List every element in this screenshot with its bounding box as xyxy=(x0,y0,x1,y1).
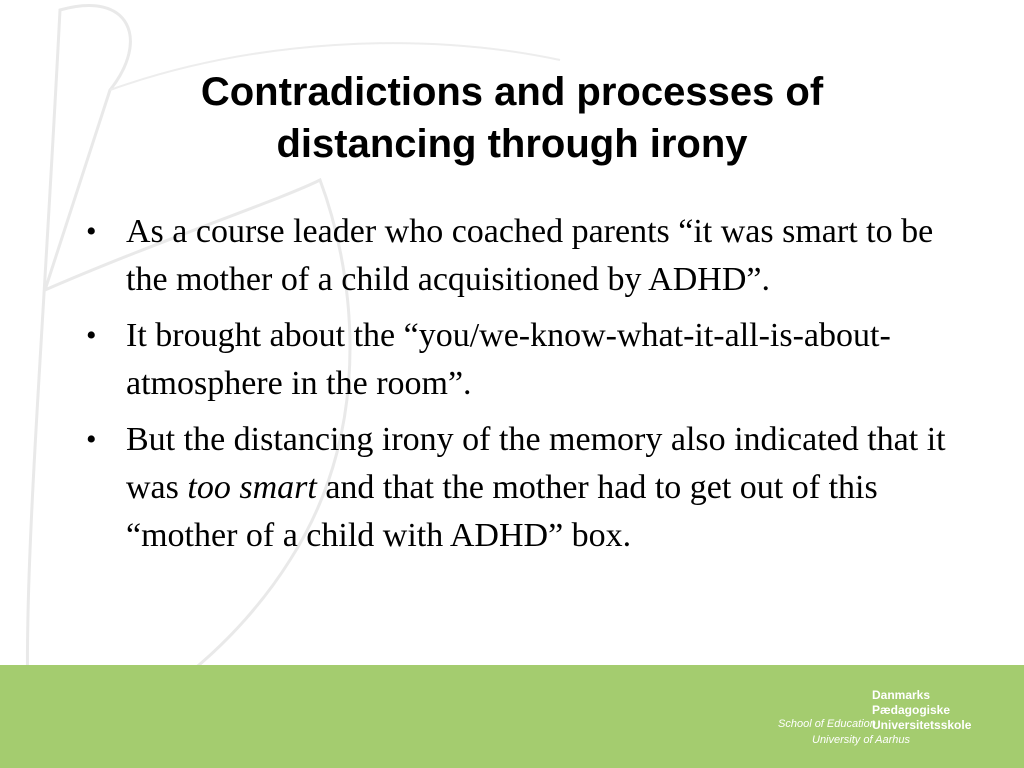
bullet-text-3-end: and that the mother had to get out of this “mother of a child with ADHD” box. xyxy=(126,469,878,554)
logo-school-text: School of Education xyxy=(778,718,876,730)
bullet-item xyxy=(82,416,962,560)
institution-logo xyxy=(778,688,1008,754)
logo-name-line-1: Danmarks xyxy=(872,688,931,702)
bullet-text-3-start: But the distancing irony of the memory also indicated that it was xyxy=(126,421,946,506)
bullet-text-2: It brought about the “you/we-know-what-it-all-is-about-atmosphere in the room”. xyxy=(126,317,891,402)
bullet-item xyxy=(82,208,962,304)
logo-university-text: University of Aarhus xyxy=(812,734,911,746)
logo-institution-name xyxy=(872,688,971,733)
logo-name-line-3: Universitetsskole xyxy=(872,718,972,732)
bullet-text-3-emphasis: too smart xyxy=(187,469,317,506)
slide-title xyxy=(60,66,964,170)
title-line-1: Contradictions and processes of xyxy=(200,70,824,114)
logo-name-line-2: Pædagogiske xyxy=(872,703,951,717)
bullet-text-3 xyxy=(126,416,962,560)
bullet-list xyxy=(82,208,962,568)
bullet-marker: • xyxy=(86,319,97,352)
bullet-item xyxy=(82,312,962,408)
bullet-marker: • xyxy=(86,423,97,456)
title-line-2: distancing through irony xyxy=(276,122,748,166)
bullet-marker: • xyxy=(86,215,97,248)
bullet-text-1: As a course leader who coached parents “it was smart to be the mother of a child acquisitioned by ADHD”. xyxy=(126,213,934,298)
